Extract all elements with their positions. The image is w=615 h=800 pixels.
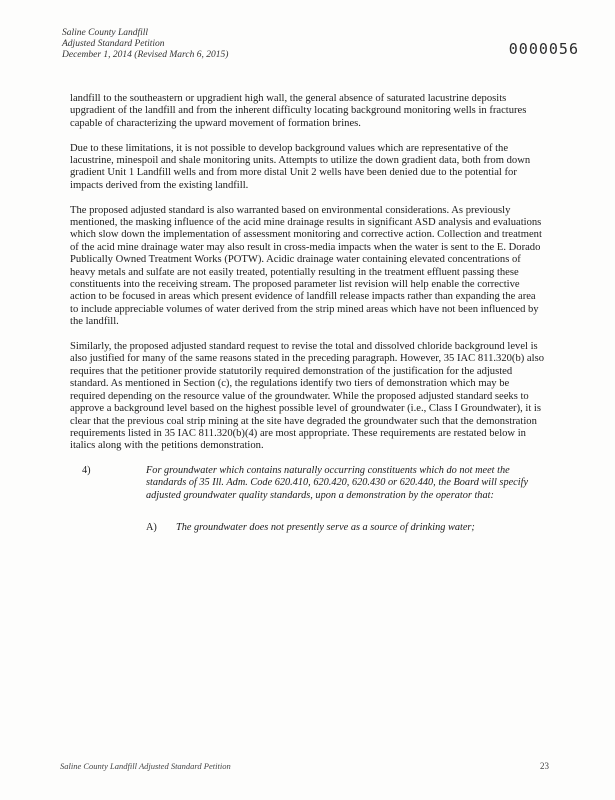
list-item [70,465,545,502]
page-number: 23 [540,761,549,771]
list-item-marker: 4) [82,465,91,477]
bates-number: 0000056 [508,40,579,58]
sub-list-item-text: The groundwater does not presently serve as a source of drinking water; [176,521,475,533]
paragraph: The proposed adjusted standard is also warranted based on environmental considerations. As previously mentioned, the masking influence of the acid mine drainage results in significant ASD analysis and evaluations which slow down the implementation of assessment monitoring and corrective action. Collection and treatment of the acid mine drainage water may also result in cross-media impacts when the water is sent to the E. Dorado Publically Owned Treatment Works (POTW). Acidic drainage water containing elevated concentrations of heavy metals and sulfate are not easily treated, potentially resulting in the treatment effluent passing these constituents into the receiving stream. The proposed parameter list revision will help enable the corrective action to be focused in areas which present evidence of landfill release impacts rather than expanding the area to include appreciable volumes of water derived from the strip mined areas which have not been influenced by the landfill. [70,204,542,328]
paragraph: landfill to the southeastern or upgradient high wall, the general absence of saturated lacustrine deposits upgradient of the landfill and from the inherent difficulty locating background monitoring wells in fractures capable of characterizing the upward movement of formation brines. [70,93,527,129]
header-date: December 1, 2014 (Revised March 6, 2015) [62,50,229,60]
footer-title: Saline County Landfill Adjusted Standard Petition [60,761,231,771]
sub-list-item-marker: A) [146,521,157,533]
document-body [70,93,545,534]
sub-list-item [70,522,545,534]
header-document-title: Adjusted Standard Petition [62,39,165,49]
page-header [62,28,228,61]
paragraph: Due to these limitations, it is not possible to develop background values which are representative of the lacustrine, minespoil and shale monitoring units. Attempts to utilize the down gradient data, both from down gradient Unit 1 Landfill wells and from more distal Unit 2 wells have been denied due to the potential for impacts derived from the existing landfill. [70,142,531,191]
paragraph: Similarly, the proposed adjusted standard request to revise the total and dissolved chloride background level is also justified for many of the same reasons stated in the preceding paragraph. However, 35 IAC 811.320(b) also requires that the petitioner provide statutorily required demonstration of the justification for the adjusted standard. As mentioned in Section (c), the regulations identify two tiers of demonstration which may be required depending on the resource value of the groundwater. While the proposed adjusted standard seeks to approve a background level based on the highest possible level of groundwater (i.e., Class I Groundwater), it is clear that the previous coal strip mining at the site have degraded the groundwater such that the demonstration requirements listed in 35 IAC 811.320(b)(4) are most appropriate. These requirements are restated below in italics along with the petitions demonstration. [70,341,544,452]
list-item-text: For groundwater which contains naturally occurring constituents which do not meet the standards of 35 Ill. Adm. Code 620.410, 620.420, 620.430 or 620.440, the Board will specify adjusted groundwater quality standards, upon a demonstration by the operator that: [146,465,529,501]
header-site-name: Saline County Landfill [62,28,149,38]
